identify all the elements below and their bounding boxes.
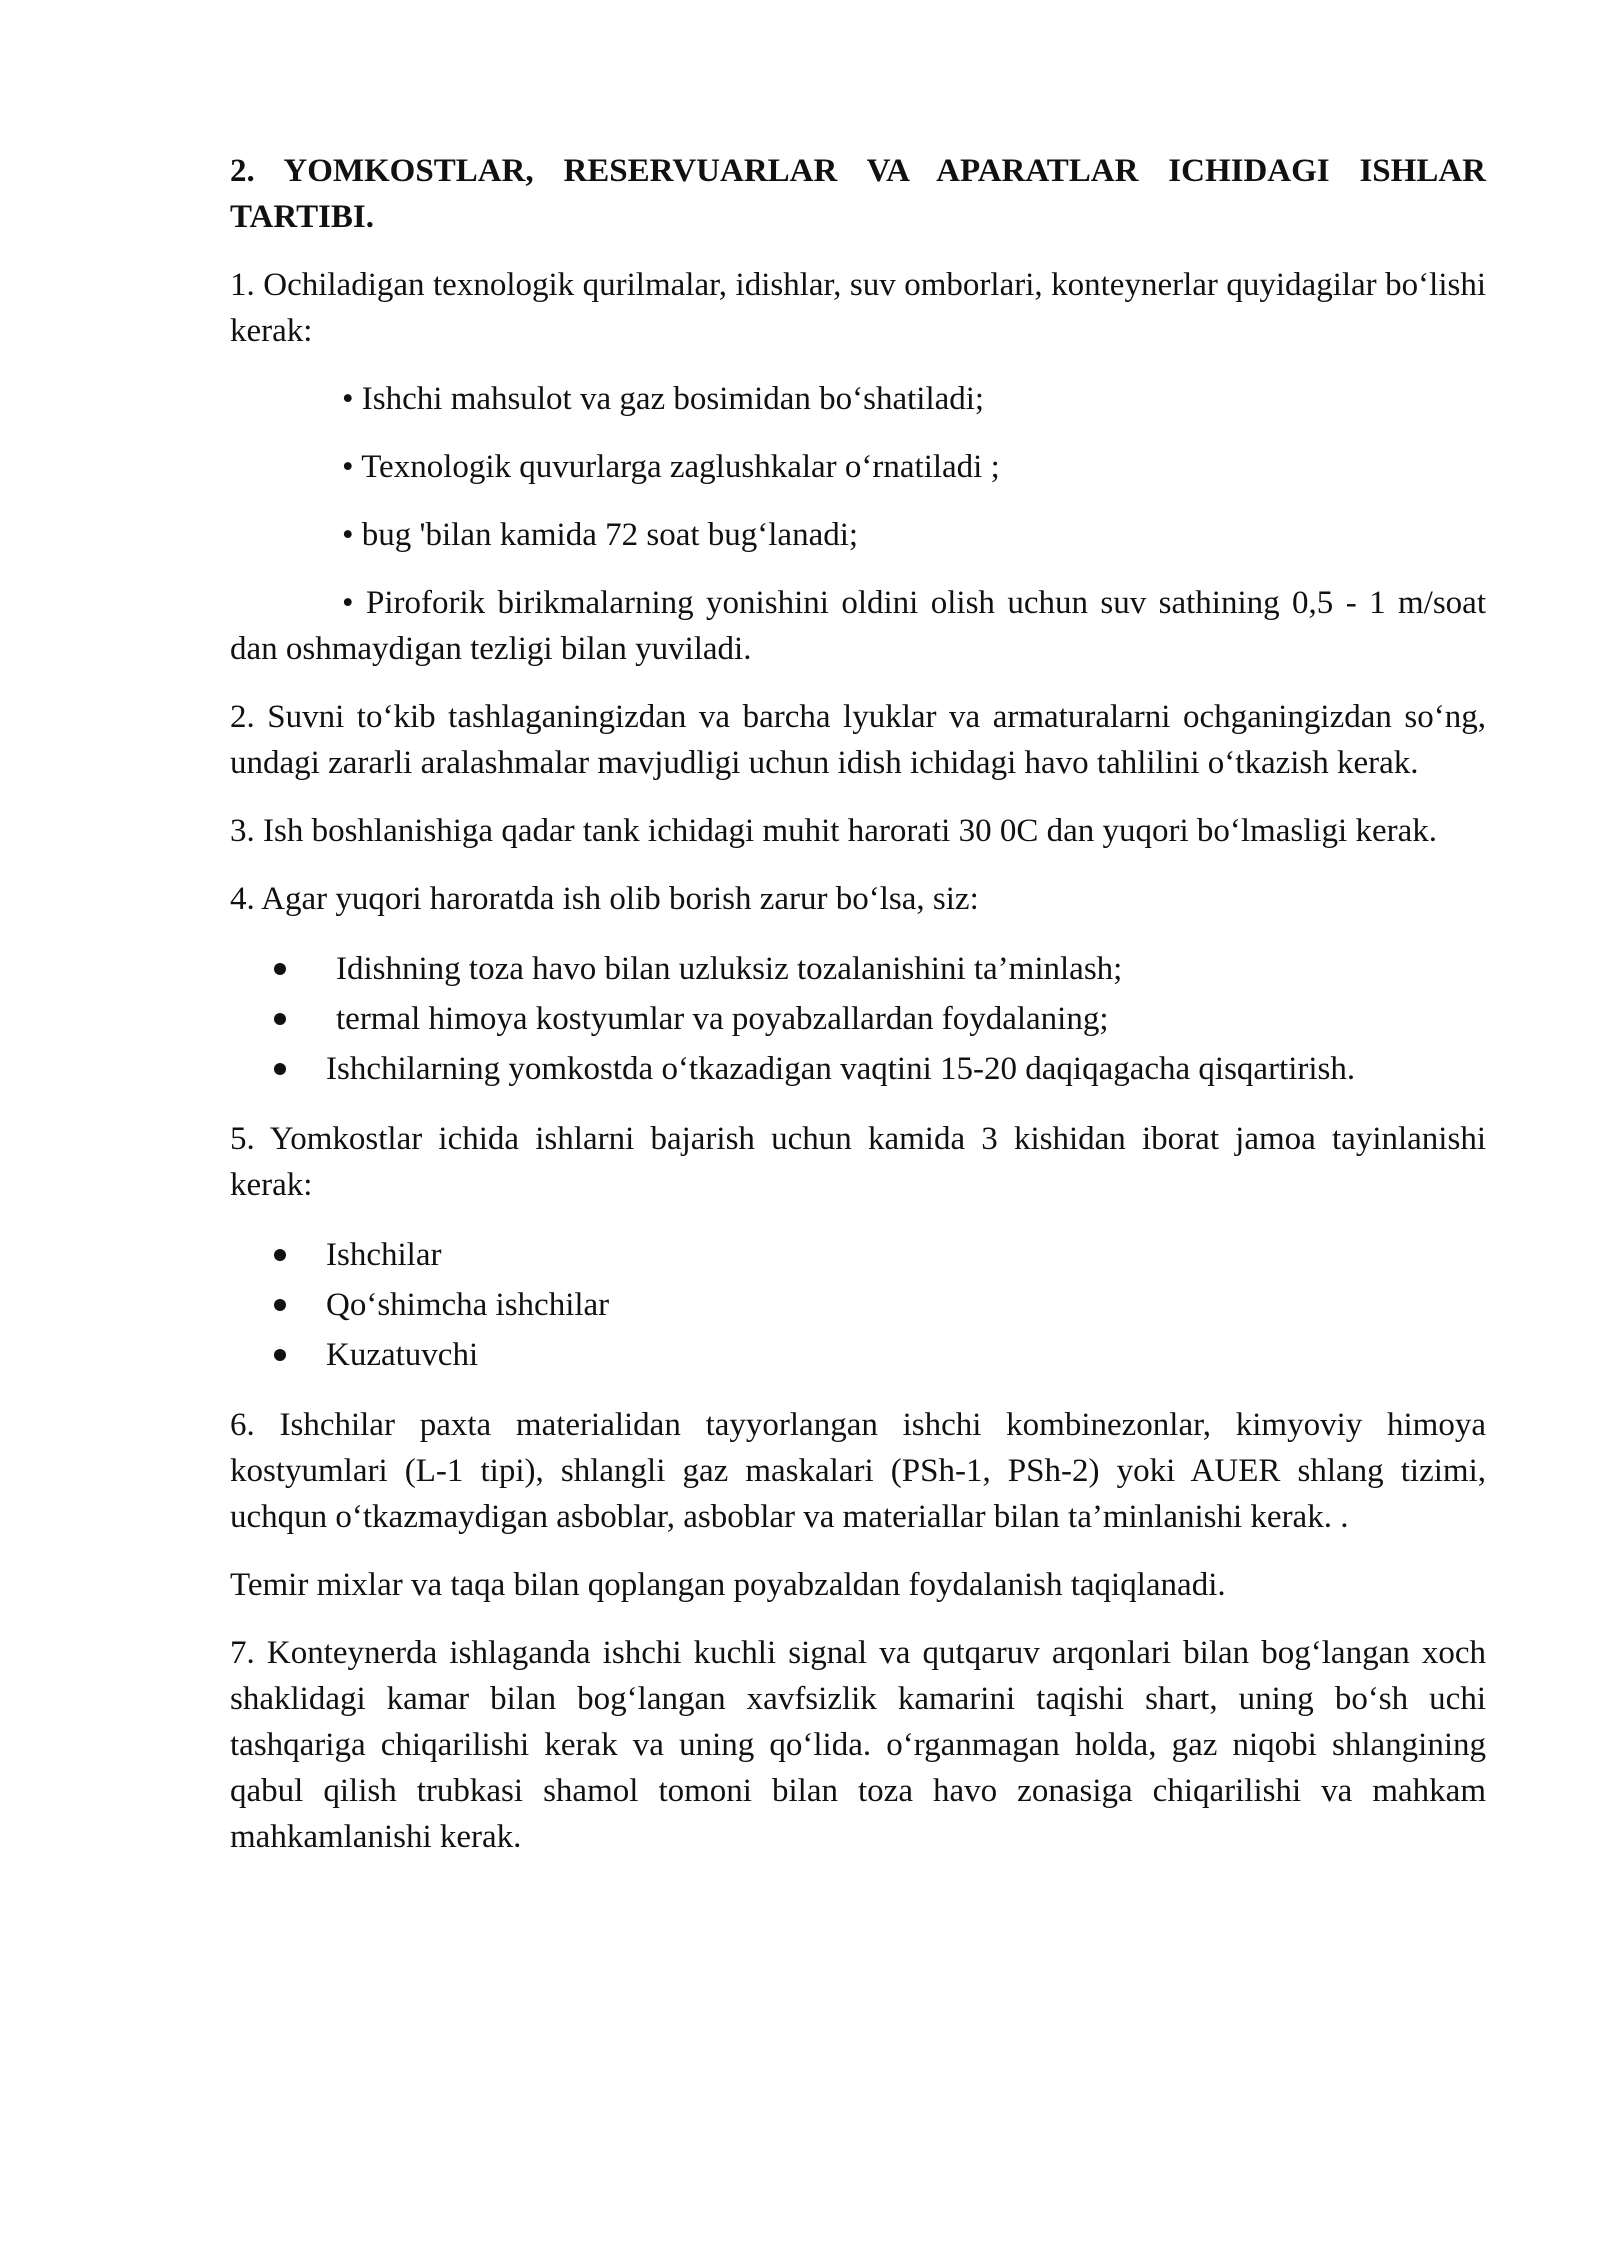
document-page <box>230 148 1486 1882</box>
section-4-list <box>230 944 1486 1094</box>
bullet-icon <box>274 1349 286 1361</box>
bullet-icon <box>274 963 286 975</box>
section-2-paragraph: 2. Suvni to‘kib tashlaganingizdan va barcha lyuklar va armaturalarni ochganingizdan so‘ng, undagi zararli aralashmalar mavjudligi uchun idish ichidagi havo tahlilini o‘tkazish kerak. <box>230 699 1486 781</box>
bullet-icon <box>274 1299 286 1311</box>
section-1-item-4: • Piroforik birikmalarning yonishini oldini olish uchun suv sathining 0,5 - 1 m/soat dan oshmaydigan tezligi bilan yuviladi. <box>230 585 1486 667</box>
section-1-item-2: • Texnologik quvurlarga zaglushkalar o‘rnatiladi ; <box>342 449 1000 485</box>
section-1-intro: 1. Ochiladigan texnologik qurilmalar, idishlar, suv omborlari, konteynerlar quyidagilar bo‘lishi kerak: <box>230 267 1486 349</box>
section-5-list <box>230 1230 1486 1380</box>
section-6-note: Temir mixlar va taqa bilan qoplangan poyabzaldan foydalanish taqiqlanadi. <box>230 1567 1226 1603</box>
list-item: Qo‘shimcha ishchilar <box>230 1280 1486 1330</box>
section-1-item-1: • Ishchi mahsulot va gaz bosimidan bo‘shatiladi; <box>342 381 985 417</box>
section-5-intro: 5. Yomkostlar ichida ishlarni bajarish uchun kamida 3 kishidan iborat jamoa tayinlanishi kerak: <box>230 1121 1486 1203</box>
list-item: termal himoya kostyumlar va poyabzallardan foydalaning; <box>230 994 1486 1044</box>
list-item: Kuzatuvchi <box>230 1330 1486 1380</box>
section-4-intro: 4. Agar yuqori haroratda ish olib borish zarur bo‘lsa, siz: <box>230 881 979 917</box>
section-heading: 2. YOMKOSTLAR, RESERVUARLAR VA APARATLAR ICHIDAGI ISHLAR TARTIBI. <box>230 153 1486 235</box>
bullet-icon <box>274 1249 286 1261</box>
list-item: Idishning toza havo bilan uzluksiz tozalanishini ta’minlash; <box>230 944 1486 994</box>
bullet-icon <box>274 1013 286 1025</box>
list-item: Ishchilar <box>230 1230 1486 1280</box>
list-item: Ishchilarning yomkostda o‘tkazadigan vaqtini 15-20 daqiqagacha qisqartirish. <box>230 1044 1486 1094</box>
section-6-paragraph: 6. Ishchilar paxta materialidan tayyorlangan ishchi kombinezonlar, kimyoviy himoya kostyumlari (L-1 tipi), shlangli gaz maskalari (PSh-1, PSh-2) yoki AUER shlang tizimi, uchqun o‘tkazmaydigan asboblar, asboblar va materiallar bilan ta’minlanishi kerak. . <box>230 1407 1486 1535</box>
section-1-item-3: • bug 'bilan kamida 72 soat bug‘lanadi; <box>342 517 859 553</box>
section-3-paragraph: 3. Ish boshlanishiga qadar tank ichidagi muhit harorati 30 0C dan yuqori bo‘lmasligi kerak. <box>230 813 1437 849</box>
bullet-icon <box>274 1063 286 1075</box>
section-7-paragraph: 7. Konteynerda ishlaganda ishchi kuchli signal va qutqaruv arqonlari bilan bog‘langan xoch shaklidagi kamar bilan bog‘langan xavfsizlik kamarini taqishi shart, uning bo‘sh uchi tashqariga chiqarilishi kerak va uning qo‘lida. o‘rganmagan holda, gaz niqobi shlangining qabul qilish trubkasi shamol tomoni bilan toza havo zonasiga chiqarilishi va mahkam mahkamlanishi kerak. <box>230 1635 1486 1855</box>
